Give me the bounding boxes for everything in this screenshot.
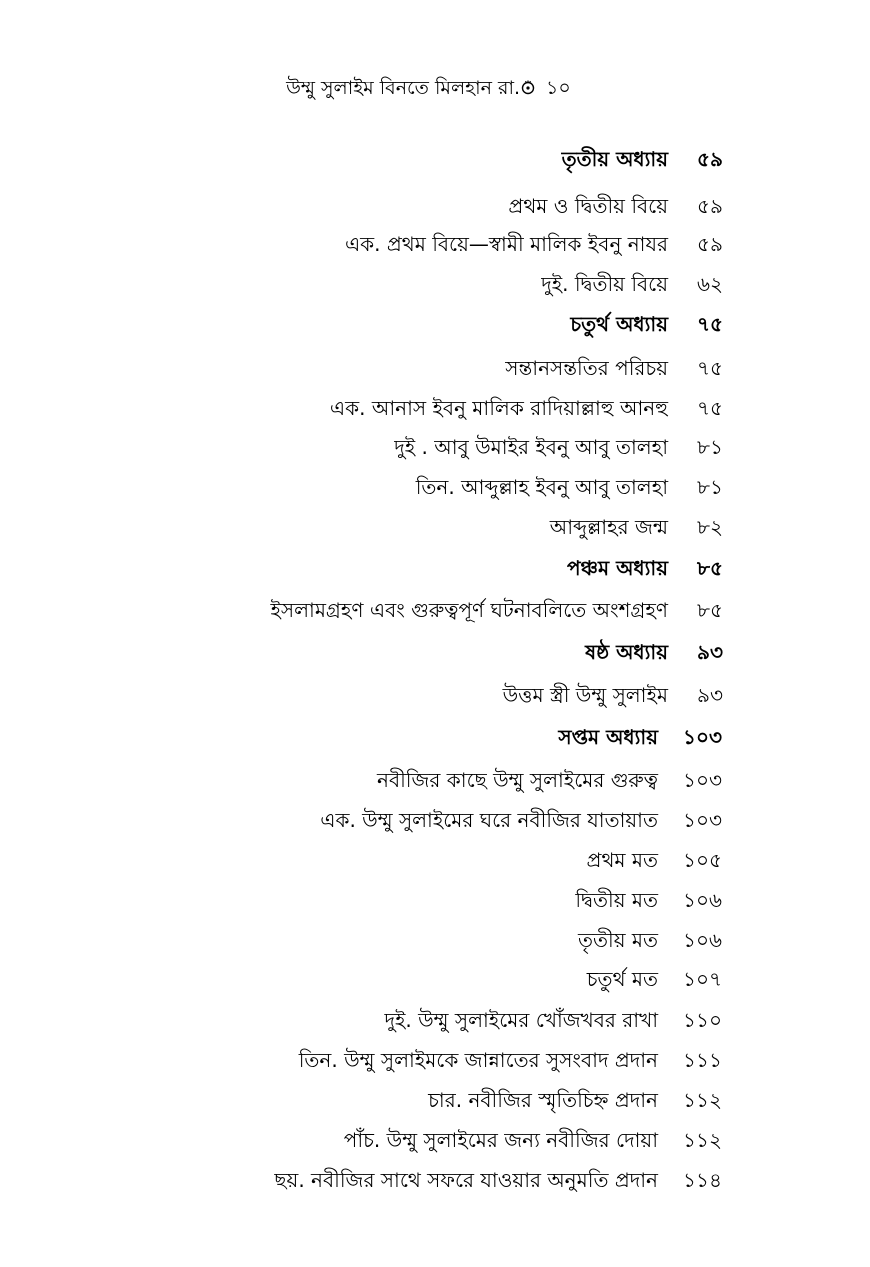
toc-entry-title: এক. আনাস ইবনু মালিক রাদিয়াল্লাহু আনহু: [329, 396, 668, 420]
toc-row: [0, 190, 870, 222]
toc-entry-page: ৭৫: [697, 356, 723, 380]
toc-entry-title: দুই. দ্বিতীয় বিয়ে: [541, 272, 668, 296]
toc-row: [0, 764, 870, 796]
toc-chapter-row: [0, 308, 870, 340]
toc-row: [0, 392, 870, 424]
toc-row: [0, 679, 870, 711]
toc-entry-title: দুই. উম্মু সুলাইমের খোঁজখবর রাখা: [384, 1008, 658, 1032]
toc-entry-page: ১০৬: [683, 888, 722, 912]
toc-row: [0, 352, 870, 384]
toc-entry-title: উত্তম স্ত্রী উম্মু সুলাইম: [502, 683, 668, 707]
toc-entry-page: ৮১: [697, 475, 723, 499]
toc-entry-title: এক. প্রথম বিয়ে—স্বামী মালিক ইবনু নাযর: [344, 232, 668, 256]
toc-entry-page: ৭৫: [697, 396, 723, 420]
toc-entry-title: প্রথম মত: [586, 848, 658, 872]
toc-entry-title: পঞ্চম অধ্যায়: [566, 556, 668, 580]
toc-chapter-row: [0, 636, 870, 668]
running-header-title: উম্মু সুলাইম বিনতে মিলহান রা.: [286, 77, 520, 99]
toc-entry-page: ৮১: [697, 435, 723, 459]
toc-entry-page: ৭৫: [697, 312, 723, 336]
toc-entry-title: তৃতীয় অধ্যায়: [561, 147, 668, 171]
toc-entry-title: প্রথম ও দ্বিতীয় বিয়ে: [508, 194, 668, 218]
toc-entry-title: আব্দুল্লাহর জন্ম: [549, 515, 668, 539]
toc-entry-title: ছয়. নবীজির সাথে সফরে যাওয়ার অনুমতি প্রদান: [274, 1168, 658, 1192]
toc-entry-page: ১১১: [683, 1048, 722, 1072]
toc-row: [0, 1044, 870, 1076]
toc-entry-page: ৮২: [697, 515, 723, 539]
toc-entry-page: ৯৩: [697, 683, 723, 707]
toc-chapter-row: [0, 143, 870, 175]
toc-entry-page: ১০৩: [683, 808, 722, 832]
toc-row: [0, 431, 870, 463]
toc-entry-page: ৮৫: [697, 556, 723, 580]
toc-row: [0, 924, 870, 956]
toc-row: [0, 471, 870, 503]
toc-entry-page: ৯৩: [697, 640, 723, 664]
toc-entry-title: দুই . আবু উমাইর ইবনু আবু তালহা: [394, 435, 668, 459]
toc-row: [0, 844, 870, 876]
toc-row: [0, 1164, 870, 1196]
toc-row: [0, 963, 870, 995]
toc-entry-page: ৫৯: [697, 147, 723, 171]
toc-entry-title: সপ্তম অধ্যায়: [558, 725, 658, 749]
toc-row: [0, 594, 870, 626]
running-header: [0, 72, 870, 104]
toc-entry-title: দ্বিতীয় মত: [575, 888, 658, 912]
toc-row: [0, 1084, 870, 1116]
toc-row: [0, 884, 870, 916]
toc-entry-page: ১১০: [683, 1008, 722, 1032]
toc-entry-title: এক. উম্মু সুলাইমের ঘরে নবীজির যাতায়াত: [320, 808, 658, 832]
running-header-page-number: ১০: [546, 77, 571, 99]
toc-row: [0, 268, 870, 300]
toc-entry-title: চতুর্থ মত: [586, 967, 658, 991]
toc-entry-title: তিন. আব্দুল্লাহ ইবনু আবু তালহা: [415, 475, 668, 499]
flower-ornament-icon: [520, 79, 536, 95]
toc-row: [0, 511, 870, 543]
toc-row: [0, 1124, 870, 1156]
toc-entry-title: তিন. উম্মু সুলাইমকে জান্নাতের সুসংবাদ প্রদান: [298, 1048, 658, 1072]
toc-entry-page: ১০৭: [683, 967, 722, 991]
toc-entry-title: ষষ্ঠ অধ্যায়: [585, 640, 668, 664]
toc-chapter-row: [0, 552, 870, 584]
toc-entry-title: সন্তানসন্ততির পরিচয়: [505, 356, 668, 380]
toc-entry-title: চতুর্থ অধ্যায়: [570, 312, 668, 336]
toc-entry-title: পাঁচ. উম্মু সুলাইমের জন্য নবীজির দোয়া: [343, 1128, 658, 1152]
toc-entry-title: নবীজির কাছে উম্মু সুলাইমের গুরুত্ব: [377, 768, 658, 792]
toc-entry-page: ৫৯: [697, 232, 723, 256]
toc-entry-page: ৬২: [697, 272, 724, 296]
toc-entry-title: তৃতীয় মত: [578, 928, 658, 952]
toc-entry-page: ৮৫: [697, 598, 723, 622]
toc-row: [0, 228, 870, 260]
toc-entry-page: ১১৪: [683, 1168, 722, 1192]
toc-row: [0, 1004, 870, 1036]
toc-row: [0, 804, 870, 836]
toc-entry-page: ১১২: [683, 1128, 722, 1152]
toc-entry-title: চার. নবীজির স্মৃতিচিহ্ন প্রদান: [428, 1088, 658, 1112]
toc-entry-title: ইসলামগ্রহণ এবং গুরুত্বপূর্ণ ঘটনাবলিতে অংশগ্রহণ: [270, 598, 668, 622]
toc-entry-page: ১০৩: [683, 725, 722, 749]
toc-entry-page: ১১২: [683, 1088, 722, 1112]
toc-entry-page: ১০৬: [683, 928, 722, 952]
toc-chapter-row: [0, 721, 870, 753]
toc-entry-page: ৫৯: [697, 194, 723, 218]
toc-entry-page: ১০৫: [683, 848, 722, 872]
toc-entry-page: ১০৩: [683, 768, 722, 792]
